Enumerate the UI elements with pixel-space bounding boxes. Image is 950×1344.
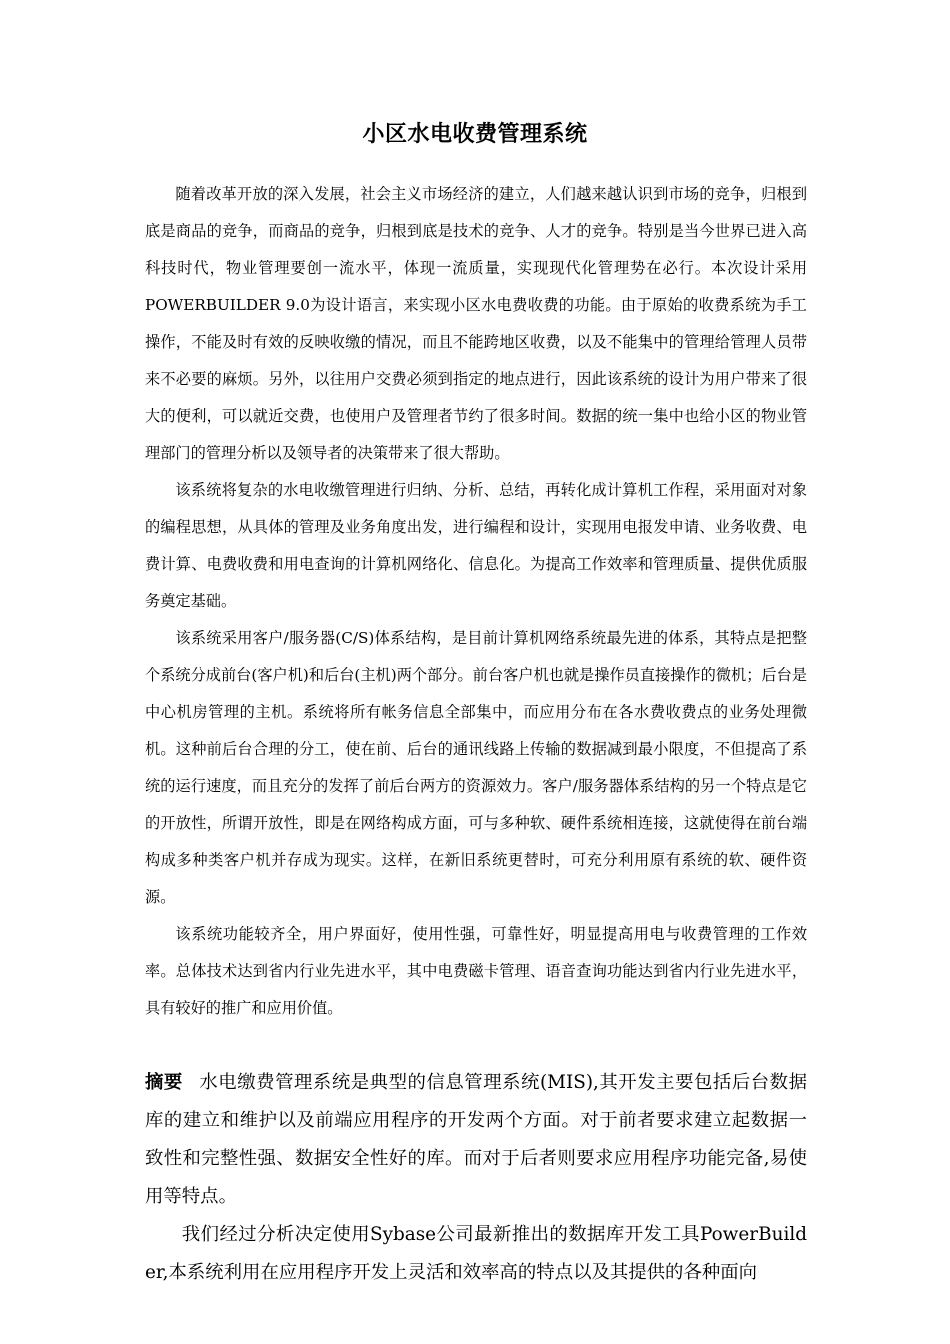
- abstract-section: [145, 1064, 807, 1292]
- abstract-continuation: 我们经过分析决定使用Sybase公司最新推出的数据库开发工具PowerBuilder,本系统利用在应用程序开发上灵活和效率高的特点以及其提供的各种面向: [145, 1224, 807, 1283]
- paragraph-architecture: 该系统采用客户/服务器(C/S)体系结构，是目前计算机网络系统最先进的体系，其特点是把整个系统分成前台(客户机)和后台(主机)两个部分。前台客户机也就是操作员直接操作的微机；后台是中心机房管理的主机。系统将所有帐务信息全部集中，而应用分布在各水费收费点的业务处理微机。这种前后台合理的分工，使在前、后台的通讯线路上传输的数据减到最小限度，不但提高了系统的运行速度，而且充分的发挥了前后台两方的资源效力。客户/服务器体系结构的另一个特点是它的开放性，所谓开放性，即是在网络构成方面，可与多种软、硬件系统相连接，这就使得在前台端构成多种类客户机并存成为现实。这样，在新旧系统更替时，可充分利用原有系统的软、硬件资源。: [145, 629, 807, 906]
- paragraph-evaluation: 该系统功能较齐全，用户界面好，使用性强，可靠性好，明显提高用电与收费管理的工作效率。总体技术达到省内行业先进水平，其中电费磁卡管理、语音查询功能达到省内行业先进水平，具有较好的推广和应用价值。: [145, 925, 807, 1017]
- intro-section: [145, 176, 807, 1027]
- abstract-text: 水电缴费管理系统是典型的信息管理系统(MIS),其开发主要包括后台数据库的建立和维护以及前端应用程序的开发两个方面。对于前者要求建立起数据一致性和完整性强、数据安全性好的库。而对于后者则要求应用程序功能完备,易使用等特点。: [145, 1072, 807, 1207]
- paragraph-background: 随着改革开放的深入发展，社会主义市场经济的建立，人们越来越认识到市场的竞争，归根到底是商品的竞争，而商品的竞争，归根到底是技术的竞争、人才的竞争。特别是当今世界已进入高科技时代，物业管理要创一流水平，体现一流质量，实现现代化管理势在必行。本次设计采用POWERBUILDER 9.0为设计语言，来实现小区水电费收费的功能。由于原始的收费系统为手工操作，不能及时有效的反映收缴的情况，而且不能跨地区收费，以及不能集中的管理给管理人员带来不必要的麻烦。另外，以往用户交费必须到指定的地点进行，因此该系统的设计为用户带来了很大的便利，可以就近交费，也使用户及管理者节约了很多时间。数据的统一集中也给小区的物业管理部门的管理分析以及领导者的决策带来了很大帮助。: [145, 185, 807, 462]
- abstract-keyword: 摘要: [145, 1072, 183, 1093]
- paragraph-system-design: 该系统将复杂的水电收缴管理进行归纳、分析、总结，再转化成计算机工作程，采用面对对象的编程思想，从具体的管理及业务角度出发，进行编程和设计，实现用电报发申请、业务收费、电费计算、电费收费和用电查询的计算机网络化、信息化。为提高工作效率和管理质量、提供优质服务奠定基础。: [145, 481, 807, 610]
- abstract-paragraph: [145, 1064, 807, 1216]
- document-title: 小区水电收费管理系统: [362, 121, 588, 147]
